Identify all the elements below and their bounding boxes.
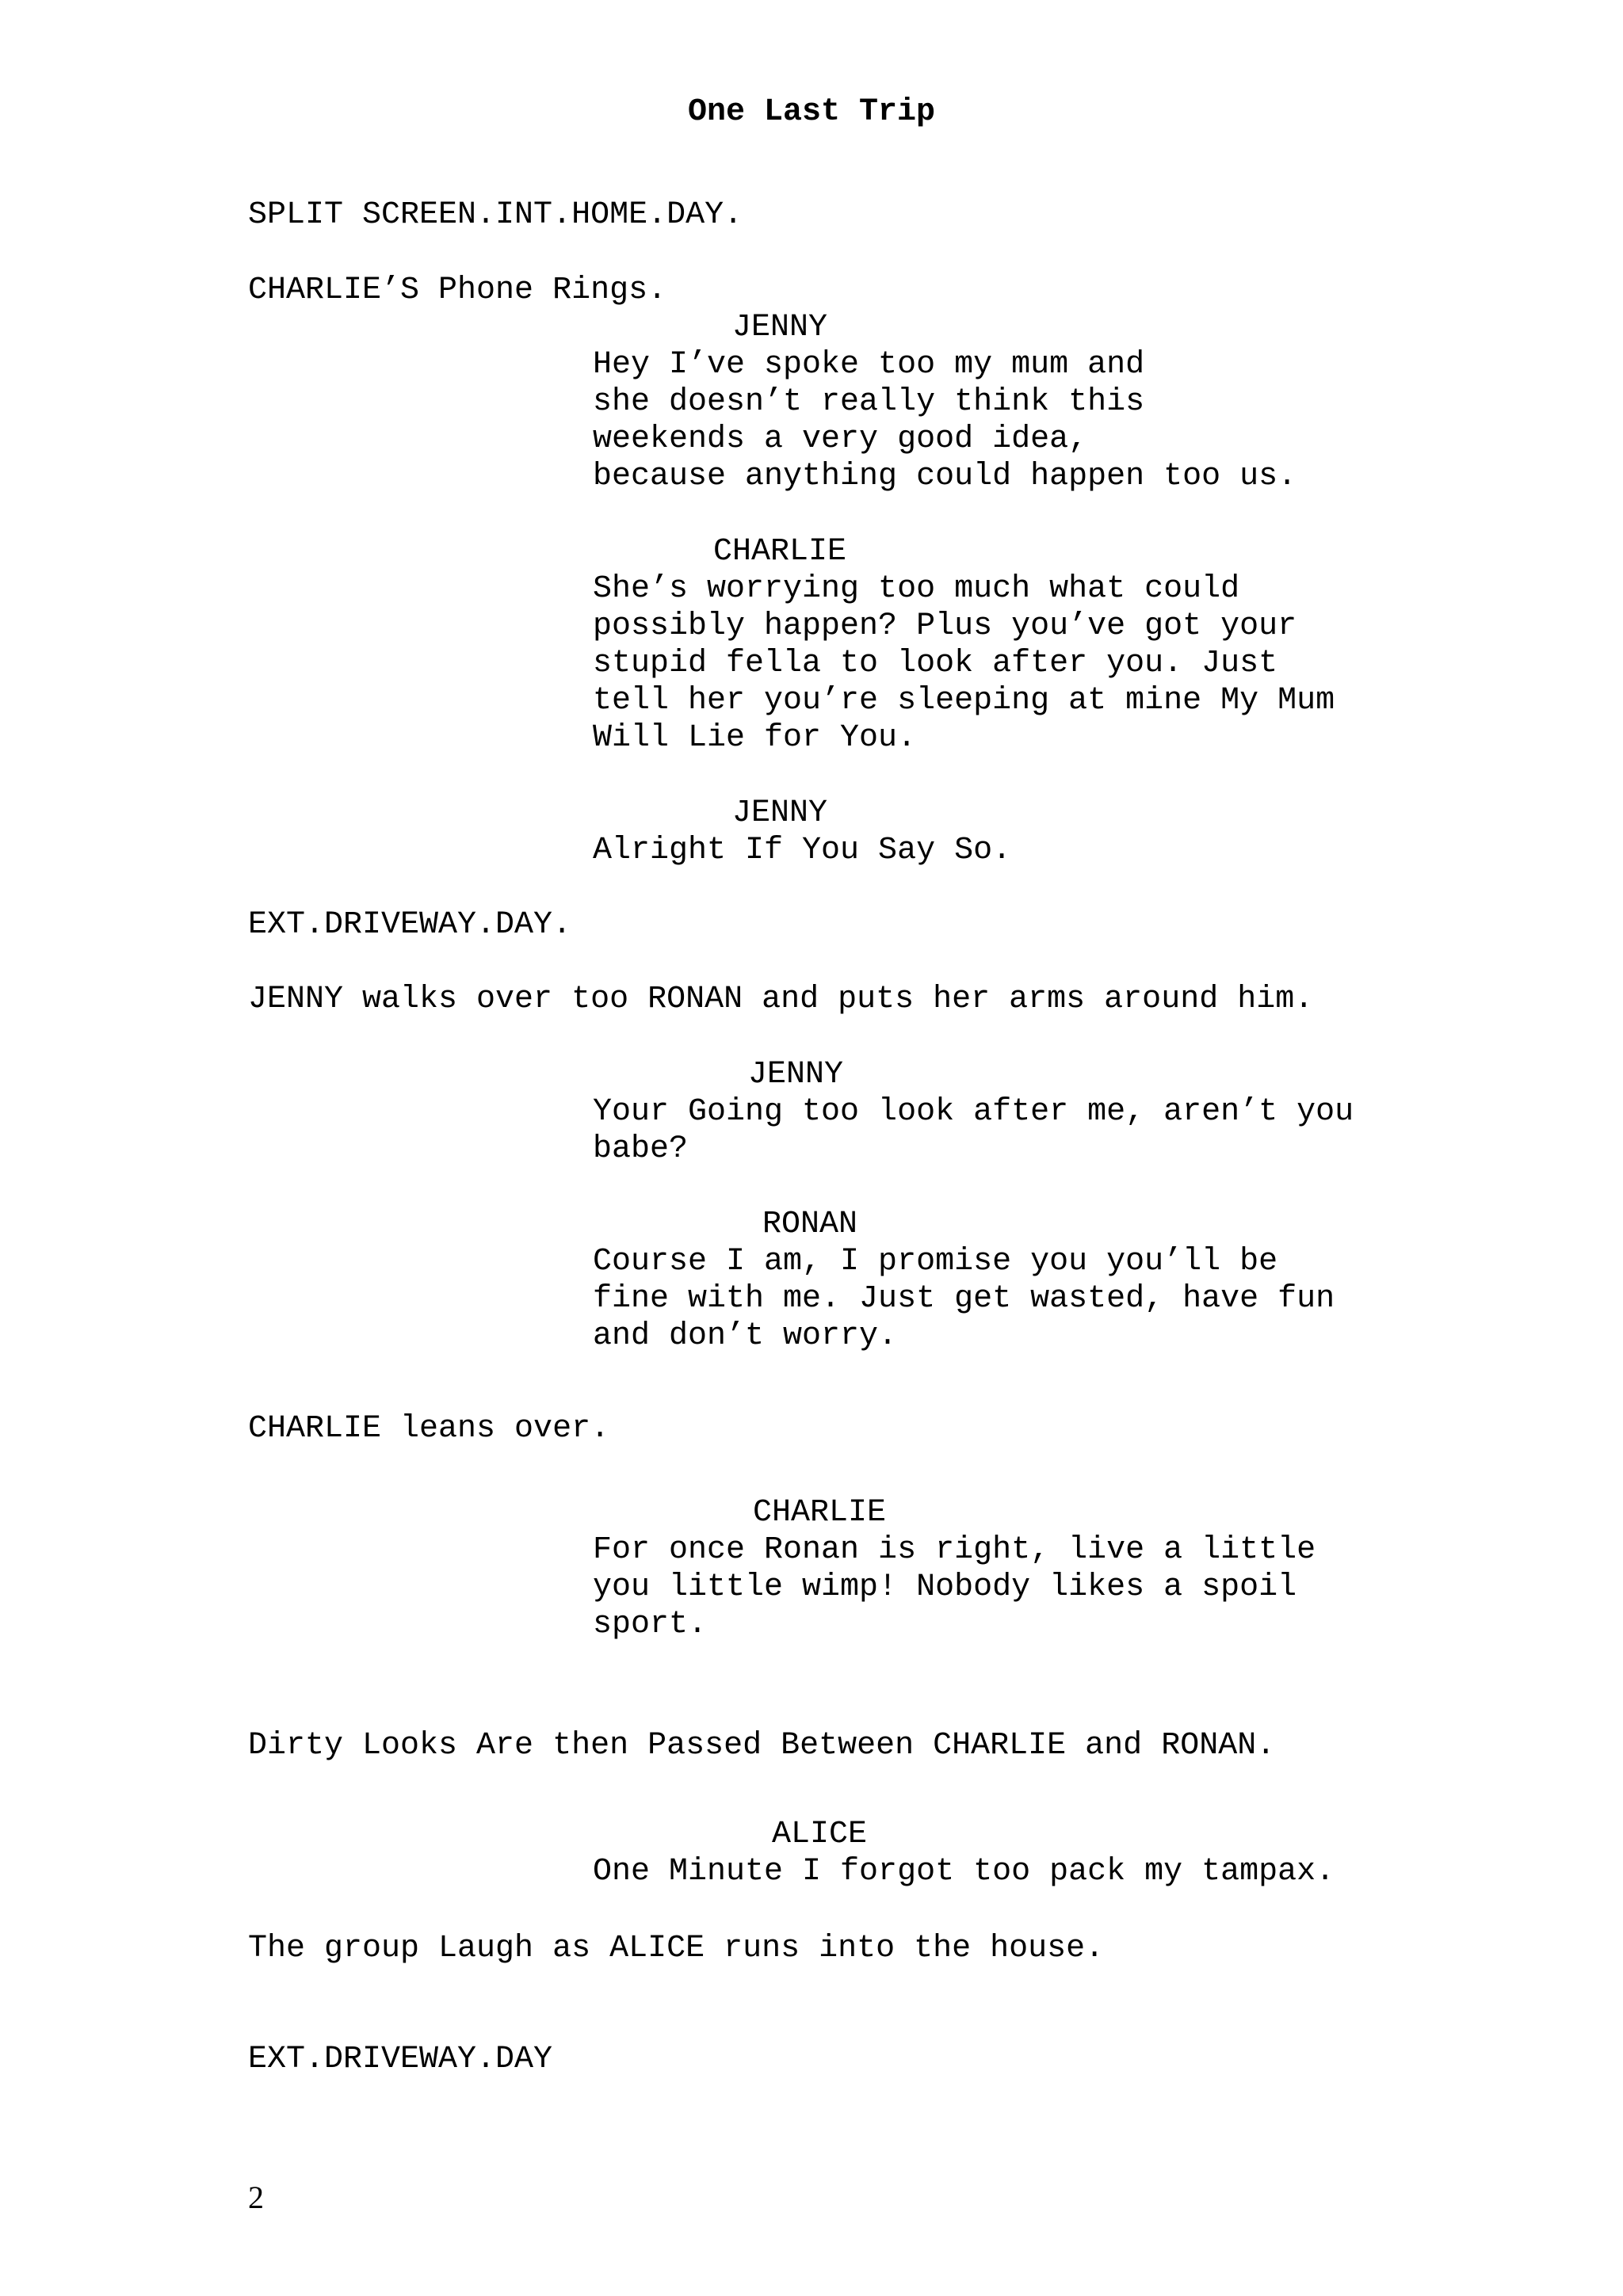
character-name: ALICE	[772, 1817, 868, 1852]
dialogue: Alright If You Say So.	[593, 833, 1012, 868]
dialogue: She’s worrying too much what could possibly happen? Plus you’ve got your stupid fella to look after you. Just tell her you’re sleeping at mine My Mum Will Lie for You.	[593, 571, 1335, 756]
action-line: Dirty Looks Are then Passed Between CHARLIE and RONAN.	[248, 1728, 1276, 1764]
dialogue: One Minute I forgot too pack my tampax.	[593, 1854, 1335, 1890]
character-name: CHARLIE	[713, 534, 847, 570]
page-number: 2	[248, 2180, 264, 2215]
action-line: CHARLIE’S Phone Rings.	[248, 273, 667, 308]
action-line: CHARLIE leans over.	[248, 1411, 610, 1447]
character-name: JENNY	[748, 1057, 844, 1093]
character-name: JENNY	[732, 310, 828, 345]
action-line: The group Laugh as ALICE runs into the house.	[248, 1931, 1105, 1966]
scene-heading: EXT.DRIVEWAY.DAY.	[248, 907, 572, 943]
character-name: RONAN	[762, 1207, 858, 1242]
dialogue: Course I am, I promise you you’ll be fine with me. Just get wasted, have fun and don’t worry.	[593, 1244, 1335, 1354]
character-name: JENNY	[732, 795, 828, 831]
dialogue: Hey I’ve spoke too my mum and she doesn’t really think this weekends a very good idea, because anything could happen too us.	[593, 347, 1297, 494]
character-name: CHARLIE	[753, 1495, 887, 1531]
scene-heading: EXT.DRIVEWAY.DAY	[248, 2042, 553, 2077]
action-line: JENNY walks over too RONAN and puts her arms around him.	[248, 982, 1314, 1017]
page-title: One Last Trip	[687, 94, 936, 130]
dialogue: For once Ronan is right, live a little you little wimp! Nobody likes a spoil sport.	[593, 1532, 1316, 1642]
dialogue: Your Going too look after me, aren’t you babe?	[593, 1094, 1354, 1167]
scene-heading: SPLIT SCREEN.INT.HOME.DAY.	[248, 197, 743, 233]
